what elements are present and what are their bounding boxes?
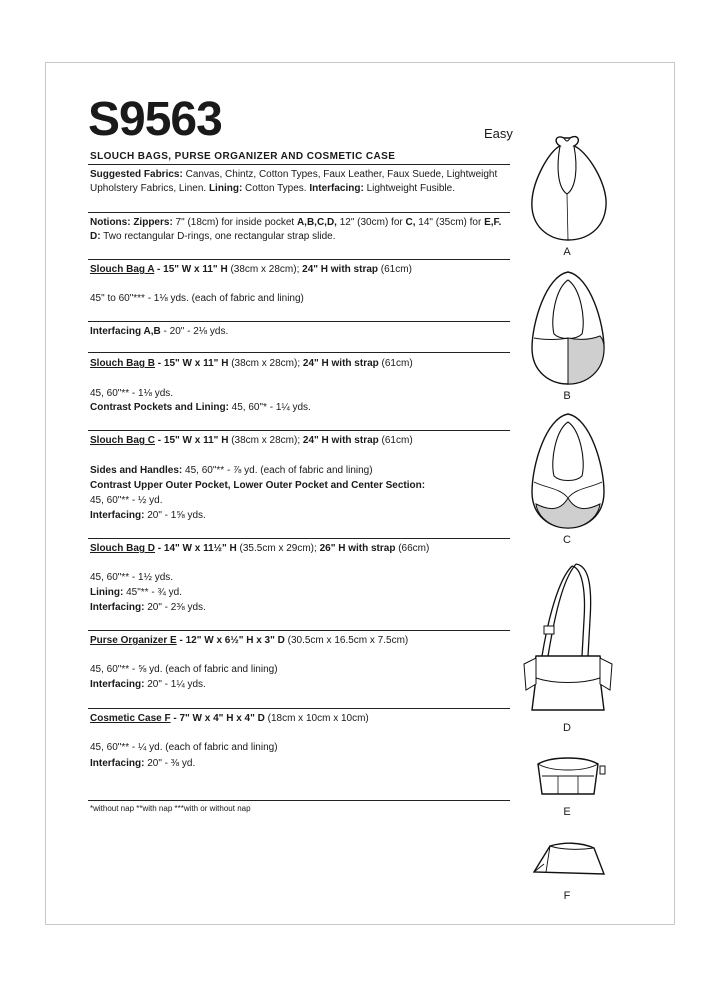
organizer-e-interfacing: Interfacing: 20" - 1¼ yds. — [90, 679, 206, 690]
bag-d-interfacing: Interfacing: 20" - 2⅜ yds. — [90, 602, 206, 613]
bag-c-contrast: Contrast Upper Outer Pocket, Lower Outer Pocket and Center Section: — [90, 480, 426, 491]
footnote: *without nap **with nap ***with or without nap — [90, 804, 251, 813]
divider — [88, 164, 510, 165]
bag-d-lining: Lining: 45"** - ¾ yd. — [90, 587, 182, 598]
fabrics-line-1: Suggested Fabrics: Canvas, Chintz, Cotton Types, Faux Leather, Faux Suede, Lightweight — [90, 169, 498, 180]
divider — [88, 708, 510, 709]
section-title-bag-a: Slouch Bag A - 15" W x 11" H (38cm x 28cm); 24" H with strap (61cm) — [90, 264, 412, 275]
divider — [88, 630, 510, 631]
divider — [88, 321, 510, 322]
bag-c-contrast-yardage: 45, 60"** - ½ yd. — [90, 495, 163, 506]
pattern-number: S9563 — [88, 93, 222, 146]
notions-line-1: Notions: Zippers: 7" (18cm) for inside pocket A,B,C,D, 12" (30cm) for C, 14" (35cm) for E,F. — [90, 217, 502, 228]
divider — [88, 352, 510, 353]
bag-a-illustration — [520, 128, 616, 246]
figure-label-b: B — [563, 390, 571, 402]
difficulty-level: Easy — [484, 126, 513, 141]
pattern-subtitle: SLOUCH BAGS, PURSE ORGANIZER AND COSMETIC CASE — [90, 151, 396, 162]
bag-b-illustration — [520, 268, 616, 390]
divider — [88, 212, 510, 213]
bag-d-illustration — [518, 560, 618, 720]
cosmetic-f-yardage: 45, 60"** - ¼ yd. (each of fabric and lining) — [90, 742, 278, 753]
bag-c-interfacing: Interfacing: 20" - 1⅝ yds. — [90, 510, 206, 521]
bag-c-illustration — [520, 410, 616, 534]
organizer-e-illustration — [528, 752, 608, 800]
fabrics-line-2: Upholstery Fabrics, Linen. Lining: Cotton Types. Interfacing: Lightweight Fusible. — [90, 183, 455, 194]
interfacing-ab: Interfacing A,B - 20" - 2⅛ yds. — [90, 326, 229, 337]
figure-label-a: A — [563, 246, 571, 258]
bag-d-yardage: 45, 60"** - 1½ yds. — [90, 572, 174, 583]
section-title-bag-c: Slouch Bag C - 15" W x 11" H (38cm x 28cm); 24" H with strap (61cm) — [90, 435, 413, 446]
section-title-bag-b: Slouch Bag B - 15" W x 11" H (38cm x 28cm); 24" H with strap (61cm) — [90, 358, 413, 369]
figure-label-d: D — [563, 722, 571, 734]
cosmetic-f-interfacing: Interfacing: 20" - ⅜ yd. — [90, 758, 196, 769]
section-title-bag-d: Slouch Bag D - 14" W x 11½" H (35.5cm x 29cm); 26" H with strap (66cm) — [90, 543, 430, 554]
organizer-e-yardage: 45, 60"** - ⅝ yd. (each of fabric and lining) — [90, 664, 278, 675]
divider — [88, 259, 510, 260]
bag-a-yardage: 45" to 60"*** - 1⅛ yds. (each of fabric and lining) — [90, 293, 304, 304]
bag-c-sides: Sides and Handles: 45, 60"** - ⅞ yd. (each of fabric and lining) — [90, 465, 373, 476]
bag-b-contrast: Contrast Pockets and Lining: 45, 60"* - 1¼ yds. — [90, 402, 311, 413]
divider — [88, 800, 510, 801]
figure-label-e: E — [563, 806, 571, 818]
bag-b-yardage: 45, 60"** - 1⅛ yds. — [90, 388, 174, 399]
cosmetic-f-illustration — [528, 838, 608, 882]
divider — [88, 430, 510, 431]
figure-label-f: F — [563, 890, 571, 902]
divider — [88, 538, 510, 539]
section-title-cosmetic-f: Cosmetic Case F - 7" W x 4" H x 4" D (18cm x 10cm x 10cm) — [90, 713, 369, 724]
section-title-organizer-e: Purse Organizer E - 12" W x 6½" H x 3" D (30.5cm x 16.5cm x 7.5cm) — [90, 635, 409, 646]
figure-label-c: C — [563, 534, 571, 546]
notions-line-2: D: Two rectangular D-rings, one rectangular strap slide. — [90, 231, 336, 242]
